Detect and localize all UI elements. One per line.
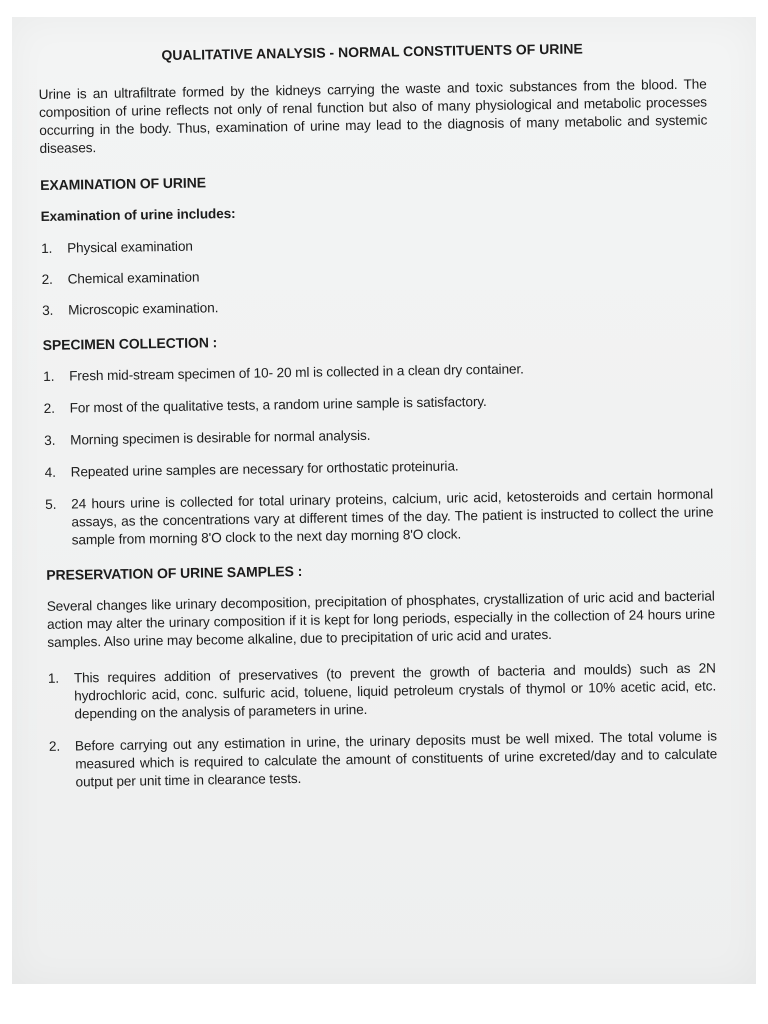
examination-list [41, 229, 710, 319]
intro-paragraph: Urine is an ultrafiltrate formed by the kidneys carrying the waste and toxic substances from the blood. The composition of urine reflects not only of renal function but also of many physiological and metabolic processes occurring in the body. Thus, examination of urine may lead to the diagnosis of many metabolic and systemic diseases. [38, 76, 708, 156]
list-number: 4. [44, 464, 56, 480]
list-number: 1. [43, 368, 55, 384]
list-text: Microscopic examination. [68, 300, 219, 318]
list-number: 5. [45, 496, 57, 512]
list-text: Morning specimen is desirable for normal analysis. [70, 427, 371, 448]
list-text: For most of the qualitative tests, a random urine sample is satisfactory. [69, 393, 487, 416]
examination-heading: EXAMINATION OF URINE [40, 174, 207, 193]
list-text: 24 hours urine is collected for total urinary proteins, calcium, uric acid, ketosteroids and certain hormonal assays, as the concentrations vary at different times of the day. The patient is instructed to collect the urine sample from morning 8'O clock to the next day morning 8'O clock. [71, 486, 714, 548]
specimen-heading: SPECIMEN COLLECTION : [42, 334, 218, 353]
list-text: This requires addition of preservatives (to prevent the growth of bacteria and moulds) such as 2N hydrochloric acid, conc. sulfuric acid, toluene, liquid petroleum crystals of thymol or 10% acetic acid, etc. depending on the analysis of parameters in urine. [73, 660, 717, 722]
list-number: 2. [43, 400, 55, 416]
list-item [41, 229, 709, 257]
examination-subheading: Examination of urine includes: [40, 205, 236, 224]
list-item [44, 389, 712, 417]
list-text: Fresh mid-stream specimen of 10- 20 ml is collected in a clean dry container. [69, 361, 524, 384]
list-text: Before carrying out any estimation in urine, the urinary deposits must be well mixed. The total volume is measured which is required to calculate the amount of constituents of urine excreted/day and to calculate output per unit time in clearance tests. [74, 728, 718, 790]
specimen-list [43, 357, 714, 549]
document-page [38, 38, 718, 808]
preservation-heading: PRESERVATION OF URINE SAMPLES : [46, 562, 303, 583]
list-item [48, 659, 717, 723]
list-number: 1. [47, 670, 60, 686]
list-number: 2. [41, 271, 53, 287]
list-item [43, 357, 711, 385]
list-number: 3. [44, 432, 56, 448]
preservation-paragraph: Several changes like urinary decomposition, precipitation of phosphates, crystallization of uric acid and bacterial action may alter the urinary composition if it is kept for long periods, especially in the collection of 24 hours urine samples. Also urine may become alkaline, due to precipitation of uric acid and urates. [46, 588, 716, 650]
document-title: QUALITATIVE ANALYSIS - NORMAL CONSTITUENTS OF URINE [161, 40, 583, 64]
list-item [49, 727, 718, 791]
list-item [42, 260, 710, 288]
list-item [42, 291, 710, 319]
list-item [44, 421, 712, 449]
list-text: Repeated urine samples are necessary for orthostatic proteinuria. [70, 458, 459, 480]
list-item [45, 485, 714, 549]
list-number: 3. [42, 302, 54, 318]
list-text: Chemical examination [67, 269, 200, 287]
list-number: 2. [48, 738, 61, 754]
list-number: 1. [41, 240, 53, 256]
list-item [45, 453, 713, 481]
list-text: Physical examination [67, 238, 193, 256]
preservation-list [48, 659, 718, 791]
